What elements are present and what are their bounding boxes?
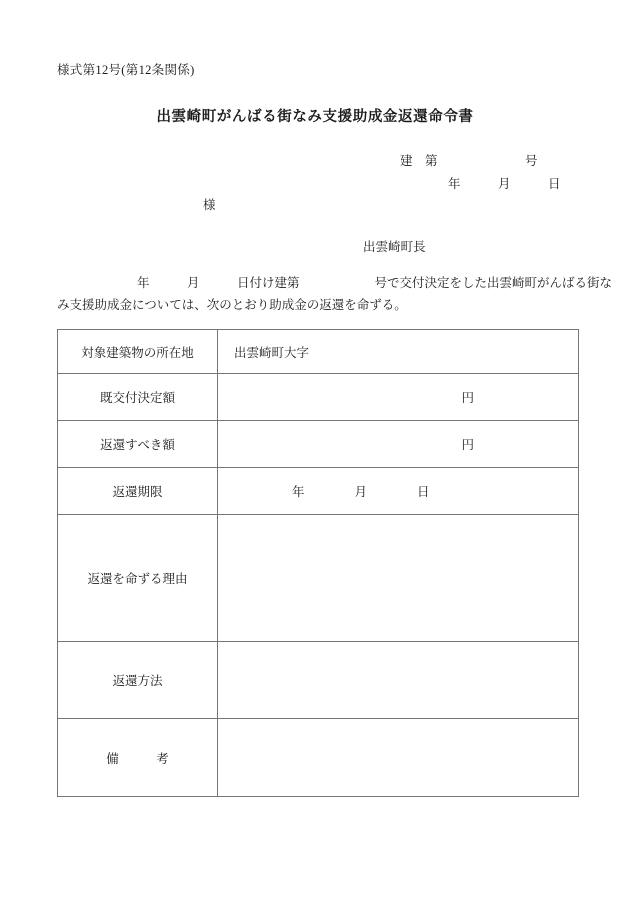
form-number: 様式第12号(第12条関係): [57, 63, 195, 77]
row-value-repayment-amount[interactable]: [218, 421, 579, 468]
row-label-method: 返還方法: [58, 642, 218, 719]
row-value-method[interactable]: [218, 642, 579, 719]
table-row: [58, 719, 579, 797]
document-date-line: 年 月 日: [448, 177, 561, 191]
document-number-block: [400, 150, 561, 196]
row-value-granted-amount[interactable]: [218, 374, 579, 421]
row-value-granted-amount-unit: 円: [461, 391, 474, 405]
body-line-1: 年 月 日付け建第 号で交付決定をした出雲崎町がんばる街な: [137, 276, 613, 290]
row-value-remarks[interactable]: [218, 719, 579, 797]
row-value-reason[interactable]: [218, 515, 579, 642]
table-row: [58, 642, 579, 719]
table-row: [58, 421, 579, 468]
row-value-repayment-amount-unit: 円: [461, 438, 474, 452]
table-row: [58, 515, 579, 642]
addressee-honorific: 様: [203, 198, 216, 212]
table-row: [58, 330, 579, 374]
issuer-name: 出雲崎町長: [363, 240, 426, 254]
row-label-deadline: 返還期限: [58, 468, 218, 515]
body-paragraph: [57, 272, 613, 316]
row-value-location[interactable]: [218, 330, 579, 374]
row-value-deadline-text: 年 月 日: [292, 485, 430, 499]
table-row: [58, 468, 579, 515]
row-value-location-text: 出雲崎町大字: [234, 345, 310, 360]
row-label-repayment-amount: 返還すべき額: [58, 421, 218, 468]
row-label-location: 対象建築物の所在地: [58, 330, 218, 374]
table-row: [58, 374, 579, 421]
row-label-reason: 返還を命ずる理由: [58, 515, 218, 642]
row-label-granted-amount: 既交付決定額: [58, 374, 218, 421]
row-value-deadline[interactable]: [218, 468, 579, 515]
document-number-line: 建 第 号: [400, 154, 538, 168]
body-line-2: み支援助成金については、次のとおり助成金の返還を命ずる。: [57, 298, 407, 312]
row-label-remarks: 備 考: [58, 719, 218, 797]
repayment-details-table: [57, 329, 579, 797]
page-title: 出雲崎町がんばる街なみ支援助成金返還命令書: [156, 109, 474, 125]
